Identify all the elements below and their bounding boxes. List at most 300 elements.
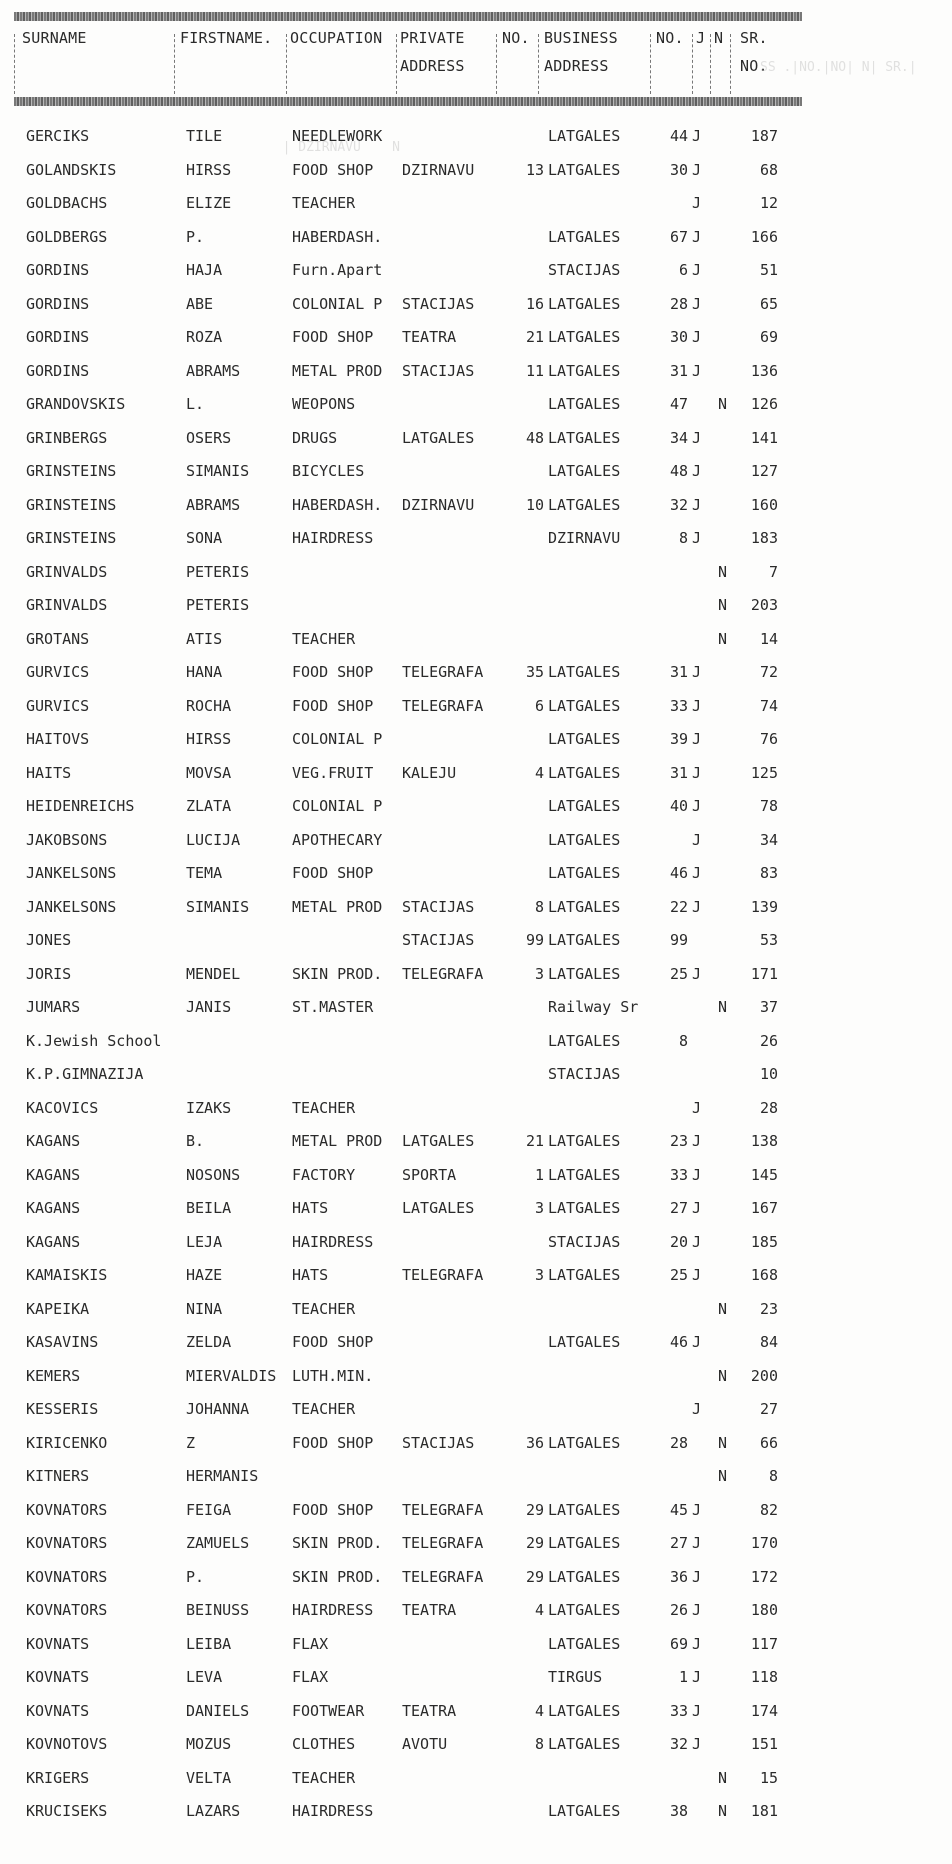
cell-business-address: LATGALES (548, 1199, 621, 1217)
cell-sr-no: 76 (759, 730, 778, 748)
cell-firstname: FEIGA (186, 1500, 232, 1519)
cell-business-no: 30 (669, 160, 688, 179)
cell-firstname: BEINUSS (186, 1601, 250, 1619)
cell-surname: HAITOVS (26, 730, 90, 748)
cell-business-address: LATGALES (548, 227, 621, 246)
cell-sr-no: 138 (750, 1132, 778, 1150)
cell-j-flag: J (692, 763, 702, 782)
cell-j-flag: J (692, 897, 702, 916)
cell-business-address: STACIJAS (548, 261, 621, 279)
cell-firstname: B. (186, 1132, 205, 1150)
cell-business-no: 32 (669, 1735, 688, 1753)
cell-occupation: HAIRDRESS (292, 1802, 374, 1820)
cell-n-flag: N (718, 629, 728, 648)
cell-sr-no: 72 (759, 663, 778, 681)
header-divider (396, 34, 398, 94)
cell-firstname: ABRAMS (186, 361, 241, 380)
cell-j-flag: J (692, 1735, 702, 1753)
cell-firstname: ZLATA (186, 797, 232, 815)
cell-j-flag: J (692, 864, 702, 882)
cell-business-no: 46 (669, 864, 688, 882)
bleed-through-text: | DZIRNAVU N (220, 140, 401, 155)
cell-business-address: LATGALES (548, 160, 621, 179)
table-row (0, 556, 952, 590)
cell-firstname: MOZUS (186, 1735, 232, 1753)
cell-private-no: 29 (525, 1567, 544, 1586)
cell-sr-no: 172 (750, 1567, 778, 1586)
cell-surname: KOVNATORS (26, 1500, 108, 1519)
table-row (0, 757, 952, 791)
cell-sr-no: 200 (750, 1366, 778, 1385)
cell-occupation: HATS (292, 1266, 329, 1284)
cell-surname: GRINVALDS (26, 596, 108, 614)
cell-business-no: 27 (669, 1534, 688, 1552)
table-row (0, 1192, 952, 1226)
bleed-through-text: SS .|NO.|NO| N| SR.| (760, 60, 917, 75)
cell-business-address: LATGALES (548, 1132, 621, 1150)
table-row (0, 1125, 952, 1159)
table-row (0, 1795, 952, 1829)
cell-surname: KOVNATS (26, 1668, 90, 1686)
cell-firstname: TILE (186, 127, 223, 145)
cell-firstname: LAZARS (186, 1802, 241, 1820)
cell-j-flag: J (692, 227, 702, 246)
cell-firstname: ATIS (186, 629, 223, 648)
cell-business-no: 31 (669, 663, 688, 681)
header-divider (538, 34, 540, 94)
cell-business-address: LATGALES (548, 328, 621, 346)
cell-j-flag: J (692, 1500, 702, 1519)
cell-occupation: VEG.FRUIT (292, 763, 374, 782)
cell-business-address: LATGALES (548, 294, 621, 313)
cell-occupation: METAL PROD (292, 897, 383, 916)
cell-surname: GORDINS (26, 294, 90, 313)
cell-surname: KOVNOTOVS (26, 1735, 108, 1753)
cell-surname: KOVNATORS (26, 1601, 108, 1619)
cell-private-address: KALEJU (402, 763, 457, 782)
cell-business-no: 33 (669, 1701, 688, 1720)
cell-private-no: 36 (525, 1433, 544, 1452)
cell-private-address: TELEGRAFA (402, 964, 484, 983)
cell-n-flag: N (718, 998, 728, 1016)
cell-business-address: LATGALES (548, 730, 621, 748)
cell-firstname: LEVA (186, 1668, 223, 1686)
cell-business-address: LATGALES (548, 1534, 621, 1552)
cell-sr-no: 10 (759, 1065, 778, 1083)
cell-j-flag: J (692, 1098, 702, 1117)
cell-firstname: ABRAMS (186, 495, 241, 514)
cell-private-no: 35 (525, 663, 544, 681)
cell-occupation: METAL PROD (292, 1132, 383, 1150)
cell-business-address: LATGALES (548, 897, 621, 916)
cell-business-address: DZIRNAVU (548, 529, 621, 547)
cell-firstname: ZAMUELS (186, 1534, 250, 1552)
table-row (0, 1661, 952, 1695)
cell-n-flag: N (718, 596, 728, 614)
cell-private-address: TEATRA (402, 1701, 457, 1720)
table-row (0, 1427, 952, 1461)
table-row (0, 154, 952, 188)
cell-private-no: 4 (534, 1601, 544, 1619)
table-row (0, 455, 952, 489)
cell-business-no: 47 (669, 395, 688, 413)
cell-sr-no: 168 (750, 1266, 778, 1284)
cell-business-address: LATGALES (548, 1701, 621, 1720)
cell-sr-no: 174 (750, 1701, 778, 1720)
cell-firstname: BEILA (186, 1199, 232, 1217)
cell-firstname: MENDEL (186, 964, 241, 983)
cell-business-no: 48 (669, 462, 688, 480)
cell-occupation: SKIN PROD. (292, 1534, 383, 1552)
cell-firstname: P. (186, 227, 205, 246)
cell-occupation: Furn.Apart (292, 261, 383, 279)
cell-private-no: 1 (534, 1165, 544, 1184)
cell-surname: KAGANS (26, 1199, 81, 1217)
cell-private-no: 3 (534, 1199, 544, 1217)
header-bottom-bar (14, 97, 802, 106)
cell-sr-no: 160 (750, 495, 778, 514)
cell-surname: JONES (26, 931, 72, 949)
cell-business-no: 31 (669, 361, 688, 380)
cell-private-no: 16 (525, 294, 544, 313)
cell-surname: GROTANS (26, 629, 90, 648)
cell-j-flag: J (692, 797, 702, 815)
cell-firstname: SIMANIS (186, 462, 250, 480)
table-row (0, 1259, 952, 1293)
cell-business-address: LATGALES (548, 127, 621, 145)
header-divider (496, 34, 498, 94)
cell-business-no: 26 (669, 1601, 688, 1619)
cell-surname: KAPEIKA (26, 1299, 90, 1318)
cell-firstname: ELIZE (186, 194, 232, 212)
cell-occupation: HAIRDRESS (292, 1232, 374, 1251)
cell-j-flag: J (692, 1601, 702, 1619)
cell-private-no: 6 (534, 696, 544, 715)
cell-business-address: LATGALES (548, 931, 621, 949)
cell-business-address: LATGALES (548, 361, 621, 380)
cell-firstname: SONA (186, 529, 223, 547)
cell-business-no: 25 (669, 964, 688, 983)
cell-j-flag: J (692, 1400, 702, 1418)
cell-private-address: TELEGRAFA (402, 1266, 484, 1284)
cell-occupation: HATS (292, 1199, 329, 1217)
cell-business-no: 22 (669, 897, 688, 916)
cell-sr-no: 181 (750, 1802, 778, 1820)
header-firstname: FIRSTNAME. (180, 29, 273, 47)
cell-occupation: METAL PROD (292, 361, 383, 380)
cell-n-flag: N (718, 1802, 728, 1820)
cell-sr-no: 151 (750, 1735, 778, 1753)
cell-business-no: 69 (669, 1634, 688, 1653)
cell-sr-no: 34 (759, 830, 778, 849)
cell-surname: GURVICS (26, 663, 90, 681)
header-sr-no: SR. NO. (740, 29, 768, 75)
table-row (0, 723, 952, 757)
cell-business-no: 23 (669, 1132, 688, 1150)
cell-business-address: LATGALES (548, 663, 621, 681)
cell-private-no: 11 (525, 361, 544, 380)
cell-surname: KITNERS (26, 1467, 90, 1485)
cell-private-address: TELEGRAFA (402, 1567, 484, 1586)
header-j: J (696, 29, 706, 47)
cell-occupation: FOOD SHOP (292, 160, 374, 179)
cell-occupation: TEACHER (292, 629, 356, 648)
cell-business-address: LATGALES (548, 1735, 621, 1753)
header-occupation: OCCUPATION (290, 29, 383, 47)
cell-j-flag: J (692, 730, 702, 748)
table-row (0, 254, 952, 288)
header-top-bar (14, 12, 802, 21)
table-row (0, 1092, 952, 1126)
cell-j-flag: J (692, 194, 702, 212)
cell-occupation: TEACHER (292, 1098, 356, 1117)
cell-firstname: HIRSS (186, 730, 232, 748)
cell-occupation: CLOTHES (292, 1735, 356, 1753)
table-row (0, 1360, 952, 1394)
table-header (14, 24, 802, 94)
cell-occupation: TEACHER (292, 1299, 356, 1318)
cell-surname: KOVNATORS (26, 1567, 108, 1586)
cell-private-address: DZIRNAVU (402, 495, 475, 514)
cell-firstname: ROZA (186, 328, 223, 346)
cell-j-flag: J (692, 495, 702, 514)
cell-j-flag: J (692, 830, 702, 849)
cell-sr-no: 51 (759, 261, 778, 279)
table-row (0, 321, 952, 355)
cell-business-address: LATGALES (548, 797, 621, 815)
cell-firstname: VELTA (186, 1768, 232, 1787)
table-row (0, 1561, 952, 1595)
cell-business-address: LATGALES (548, 1802, 621, 1820)
header-divider (14, 34, 16, 94)
table-row (0, 1494, 952, 1528)
cell-sr-no: 185 (750, 1232, 778, 1251)
cell-surname: GURVICS (26, 696, 90, 715)
cell-sr-no: 65 (759, 294, 778, 313)
cell-occupation: FOOD SHOP (292, 328, 374, 346)
cell-business-no: 27 (669, 1199, 688, 1217)
cell-sr-no: 68 (759, 160, 778, 179)
header-business-address: BUSINESS ADDRESS (544, 29, 618, 75)
table-row (0, 1527, 952, 1561)
cell-business-no: 30 (669, 328, 688, 346)
cell-sr-no: 125 (750, 763, 778, 782)
cell-sr-no: 37 (759, 998, 778, 1016)
cell-firstname: ZELDA (186, 1333, 232, 1351)
table-row (0, 355, 952, 389)
table-row (0, 790, 952, 824)
cell-occupation: FLAX (292, 1668, 329, 1686)
cell-surname: KRIGERS (26, 1768, 90, 1787)
cell-private-address: DZIRNAVU (402, 160, 475, 179)
cell-firstname: MIERVALDIS (186, 1366, 277, 1385)
table-row (0, 489, 952, 523)
cell-j-flag: J (692, 1165, 702, 1184)
cell-j-flag: J (692, 1534, 702, 1552)
cell-surname: GOLANDSKIS (26, 160, 117, 179)
cell-private-no: 4 (534, 763, 544, 782)
cell-business-no: 67 (669, 227, 688, 246)
cell-firstname: HIRSS (186, 160, 232, 179)
cell-business-no: 39 (669, 730, 688, 748)
cell-occupation: FOOD SHOP (292, 663, 374, 681)
cell-business-address: STACIJAS (548, 1232, 621, 1251)
cell-sr-no: 78 (759, 797, 778, 815)
cell-private-address: LATGALES (402, 428, 475, 447)
cell-business-no: 31 (669, 763, 688, 782)
cell-firstname: LEJA (186, 1232, 223, 1251)
cell-occupation: TEACHER (292, 194, 356, 212)
cell-firstname: NINA (186, 1299, 223, 1318)
cell-firstname: IZAKS (186, 1098, 232, 1117)
table-row (0, 857, 952, 891)
cell-business-address: TIRGUS (548, 1668, 603, 1686)
cell-surname: JANKELSONS (26, 897, 117, 916)
cell-sr-no: 84 (759, 1333, 778, 1351)
cell-sr-no: 139 (750, 897, 778, 916)
cell-business-address: LATGALES (548, 1333, 621, 1351)
cell-surname: GRINVALDS (26, 562, 108, 581)
cell-surname: JORIS (26, 964, 72, 983)
cell-business-no: 36 (669, 1567, 688, 1586)
cell-private-no: 3 (534, 1266, 544, 1284)
cell-j-flag: J (692, 328, 702, 346)
table-row (0, 924, 952, 958)
cell-surname: GRINSTEINS (26, 495, 117, 514)
cell-private-address: STACIJAS (402, 897, 475, 916)
table-row (0, 656, 952, 690)
cell-business-no: 8 (678, 529, 688, 547)
cell-firstname: MOVSA (186, 763, 232, 782)
cell-occupation: SKIN PROD. (292, 964, 383, 983)
cell-sr-no: 15 (759, 1768, 778, 1787)
cell-business-address: LATGALES (548, 763, 621, 782)
cell-occupation: HABERDASH. (292, 227, 383, 246)
cell-business-address: LATGALES (548, 864, 621, 882)
cell-surname: KESSERIS (26, 1400, 99, 1418)
cell-business-no: 1 (678, 1668, 688, 1686)
table-row (0, 824, 952, 858)
cell-business-no: 28 (669, 294, 688, 313)
header-no-private: NO. (502, 29, 530, 47)
cell-sr-no: 82 (759, 1500, 778, 1519)
cell-private-address: LATGALES (402, 1132, 475, 1150)
cell-n-flag: N (718, 1299, 728, 1318)
header-divider (174, 34, 176, 94)
table-row (0, 1159, 952, 1193)
cell-occupation: FACTORY (292, 1165, 356, 1184)
table-row (0, 1326, 952, 1360)
cell-surname: GRANDOVSKIS (26, 395, 126, 413)
cell-surname: GRINSTEINS (26, 462, 117, 480)
cell-business-no: 33 (669, 1165, 688, 1184)
cell-sr-no: 27 (759, 1400, 778, 1418)
cell-surname: JUMARS (26, 998, 81, 1016)
cell-business-no: 45 (669, 1500, 688, 1519)
cell-surname: GORDINS (26, 261, 90, 279)
cell-occupation: COLONIAL P (292, 294, 383, 313)
cell-n-flag: N (718, 1467, 728, 1485)
cell-business-address: STACIJAS (548, 1065, 621, 1083)
table-row (0, 1226, 952, 1260)
cell-surname: HAITS (26, 763, 72, 782)
cell-surname: GORDINS (26, 361, 90, 380)
cell-sr-no: 26 (759, 1031, 778, 1050)
table-row (0, 120, 952, 154)
cell-business-address: LATGALES (548, 830, 621, 849)
cell-business-no: 34 (669, 428, 688, 447)
table-row (0, 958, 952, 992)
header-divider (710, 34, 712, 94)
cell-business-address: Railway Sr (548, 998, 639, 1016)
table-row (0, 1695, 952, 1729)
cell-occupation: TEACHER (292, 1400, 356, 1418)
cell-business-address: LATGALES (548, 1500, 621, 1519)
cell-business-address: LATGALES (548, 964, 621, 983)
cell-occupation: FOOD SHOP (292, 696, 374, 715)
cell-surname: KOVNATORS (26, 1534, 108, 1552)
cell-business-no: 46 (669, 1333, 688, 1351)
cell-j-flag: J (692, 1266, 702, 1284)
cell-firstname: PETERIS (186, 562, 250, 581)
table-row (0, 288, 952, 322)
cell-surname: GRINSTEINS (26, 529, 117, 547)
cell-surname: K.P.GIMNAZIJA (26, 1065, 144, 1083)
cell-firstname: P. (186, 1567, 205, 1586)
cell-occupation: HAIRDRESS (292, 529, 374, 547)
cell-sr-no: 66 (759, 1433, 778, 1452)
cell-surname: K.Jewish School (26, 1031, 162, 1050)
cell-private-address: AVOTU (402, 1735, 448, 1753)
cell-surname: KAGANS (26, 1132, 81, 1150)
cell-sr-no: 23 (759, 1299, 778, 1318)
cell-sr-no: 187 (750, 127, 778, 145)
cell-business-address: LATGALES (548, 696, 621, 715)
cell-occupation: FOOD SHOP (292, 1500, 374, 1519)
header-divider (286, 34, 288, 94)
cell-business-no: 40 (669, 797, 688, 815)
table-row (0, 187, 952, 221)
cell-business-no: 99 (669, 931, 688, 949)
cell-surname: KAGANS (26, 1165, 81, 1184)
cell-private-no: 21 (525, 328, 544, 346)
cell-n-flag: N (718, 1768, 728, 1787)
cell-private-address: STACIJAS (402, 931, 475, 949)
cell-business-address: LATGALES (548, 428, 621, 447)
cell-private-address: TELEGRAFA (402, 1534, 484, 1552)
cell-surname: KIRICENKO (26, 1433, 108, 1452)
table-row (0, 1293, 952, 1327)
table-row (0, 388, 952, 422)
cell-j-flag: J (692, 1132, 702, 1150)
table-body (0, 120, 952, 1829)
cell-private-no: 13 (525, 160, 544, 179)
cell-private-no: 21 (525, 1132, 544, 1150)
cell-business-no: 6 (678, 261, 688, 279)
cell-private-no: 8 (534, 897, 544, 916)
cell-surname: KEMERS (26, 1366, 81, 1385)
cell-j-flag: J (692, 1333, 702, 1351)
cell-occupation: COLONIAL P (292, 730, 383, 748)
cell-j-flag: J (692, 361, 702, 380)
header-n: N (714, 29, 724, 47)
cell-private-address: TELEGRAFA (402, 696, 484, 715)
cell-sr-no: 14 (759, 629, 778, 648)
table-row (0, 623, 952, 657)
cell-business-address: LATGALES (548, 1567, 621, 1586)
table-row (0, 1762, 952, 1796)
cell-j-flag: J (692, 261, 702, 279)
